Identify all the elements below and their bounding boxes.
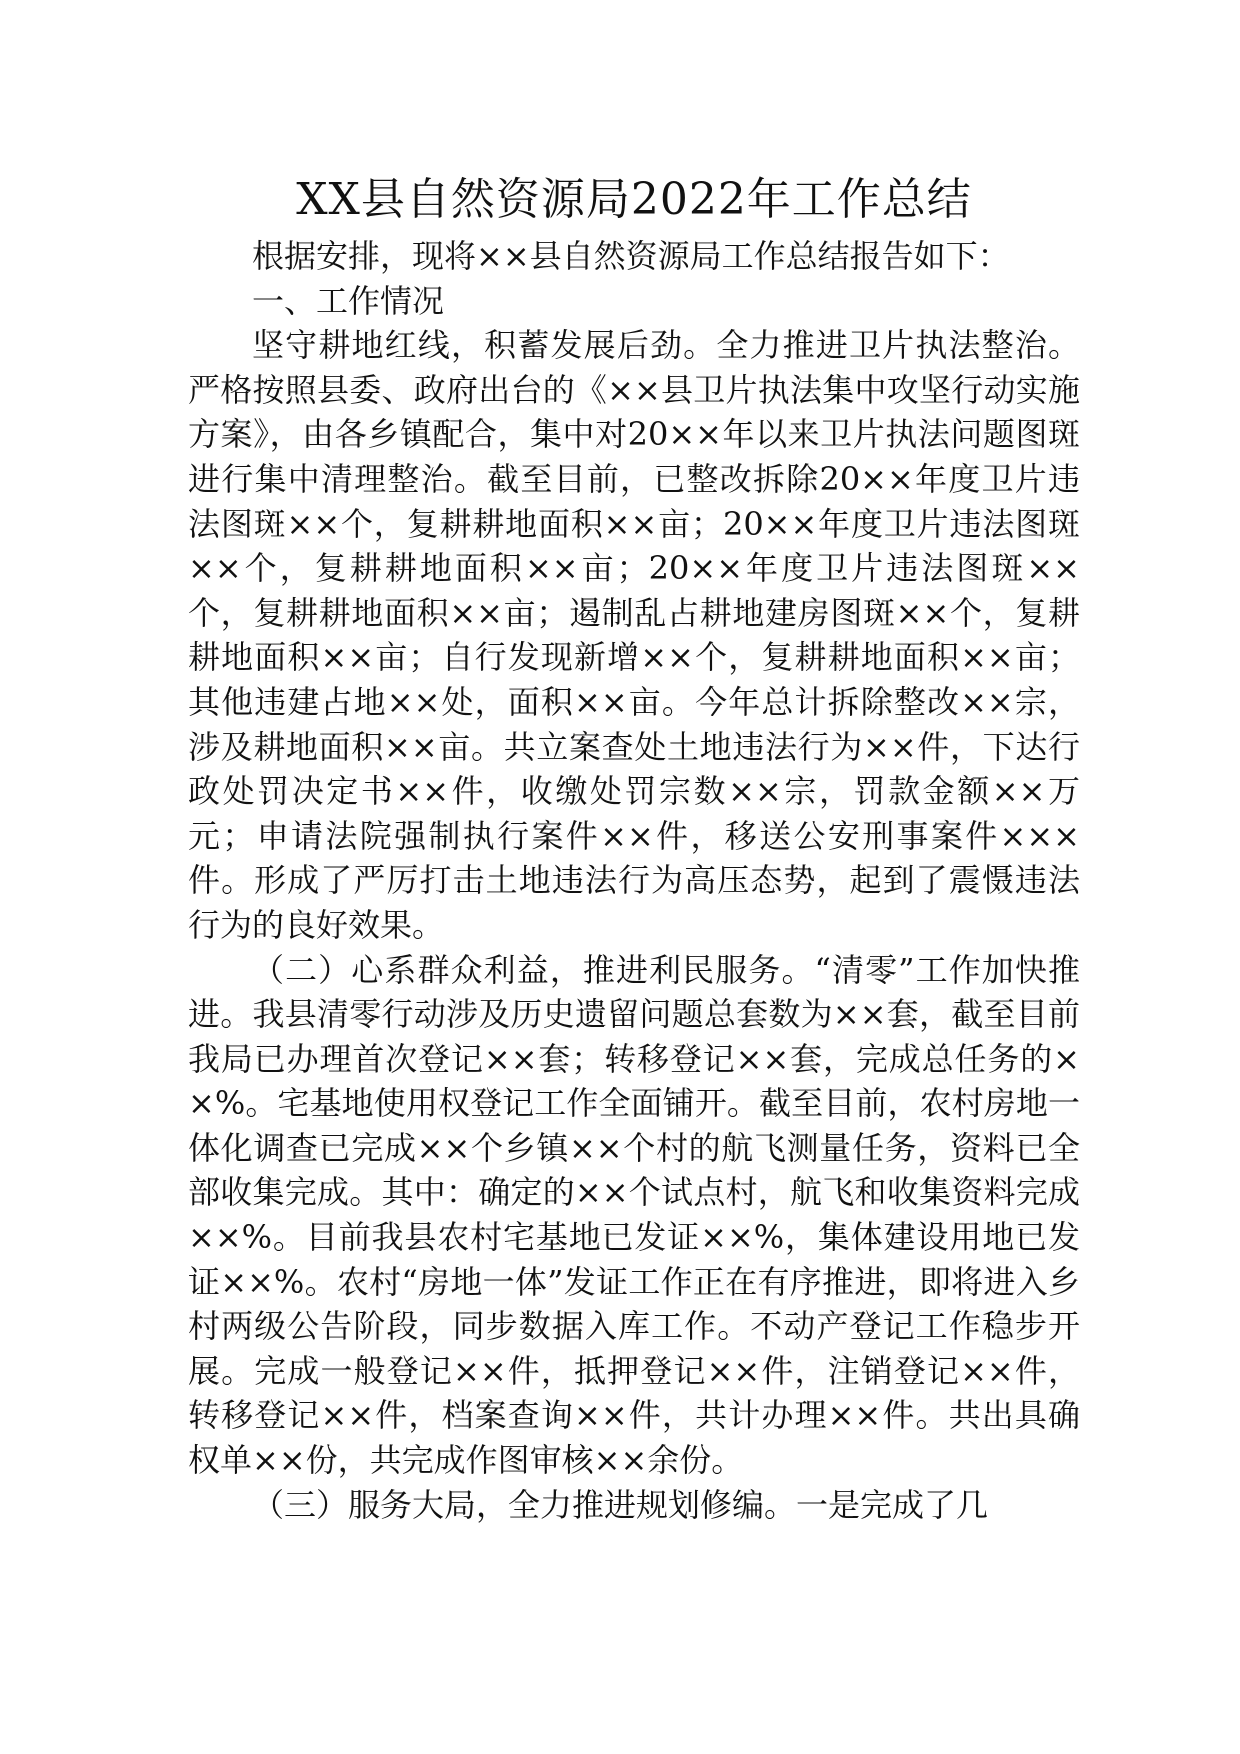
section-heading: 一、工作情况 xyxy=(252,281,445,320)
body-paragraph-3: （三）服务大局，全力推进规划修编。一是完成了几 xyxy=(252,1485,989,1524)
document-title: XX县自然资源局2022年工作总结 xyxy=(296,174,972,225)
intro-paragraph: 根据安排，现将××县自然资源局工作总结报告如下： xyxy=(252,237,1010,275)
document-page xyxy=(188,168,1080,1527)
body-paragraph-2: （二）心系群众利益，推进利民服务。“清零”工作加快推进。我县清零行动涉及历史遗留问题总套数为××套，截至目前我局已办理首次登记××套；转移登记××套，完成总任务的××%。宅基地使用权登记工作全面铺开。截至目前，农村房地一体化调查已完成××个乡镇××个村的航飞测量任务，资料已全部收集完成。其中：确定的××个试点村，航飞和收集资料完成××%。目前我县农村宅基地已发证××%，集体建设用地已发证××%。农村“房地一体”发证工作正在有序推进，即将进入乡村两级公告阶段，同步数据入库工作。不动产登记工作稳步开展。完成一般登记××件，抵押登记××件，注销登记××件，转移登记××件，档案查询××件，共计办理××件。共出具确权单××份，共完成作图审核××余份。 xyxy=(188,950,1080,1480)
body-paragraph-1: 坚守耕地红线，积蓄发展后劲。全力推进卫片执法整治。严格按照县委、政府出台的《××县卫片执法集中攻坚行动实施方案》，由各乡镇配合，集中对20××年以来卫片执法问题图斑进行集中清理整治。截至目前，已整改拆除20××年度卫片违法图斑××个，复耕耕地面积××亩；20××年度卫片违法图斑××个，复耕耕地面积××亩；20××年度卫片违法图斑××个，复耕耕地面积××亩；遏制乱占耕地建房图斑××个，复耕耕地面积××亩；自行发现新增××个，复耕耕地面积××亩；其他违建占地××处，面积××亩。今年总计拆除整改××宗，涉及耕地面积××亩。共立案查处土地违法行为××件，下达行政处罚决定书××件，收缴处罚宗数××宗，罚款金额××万元；申请法院强制执行案件××件，移送公安刑事案件×××件。形成了严厉打击土地违法行为高压态势，起到了震慑违法行为的良好效果。 xyxy=(188,326,1080,944)
